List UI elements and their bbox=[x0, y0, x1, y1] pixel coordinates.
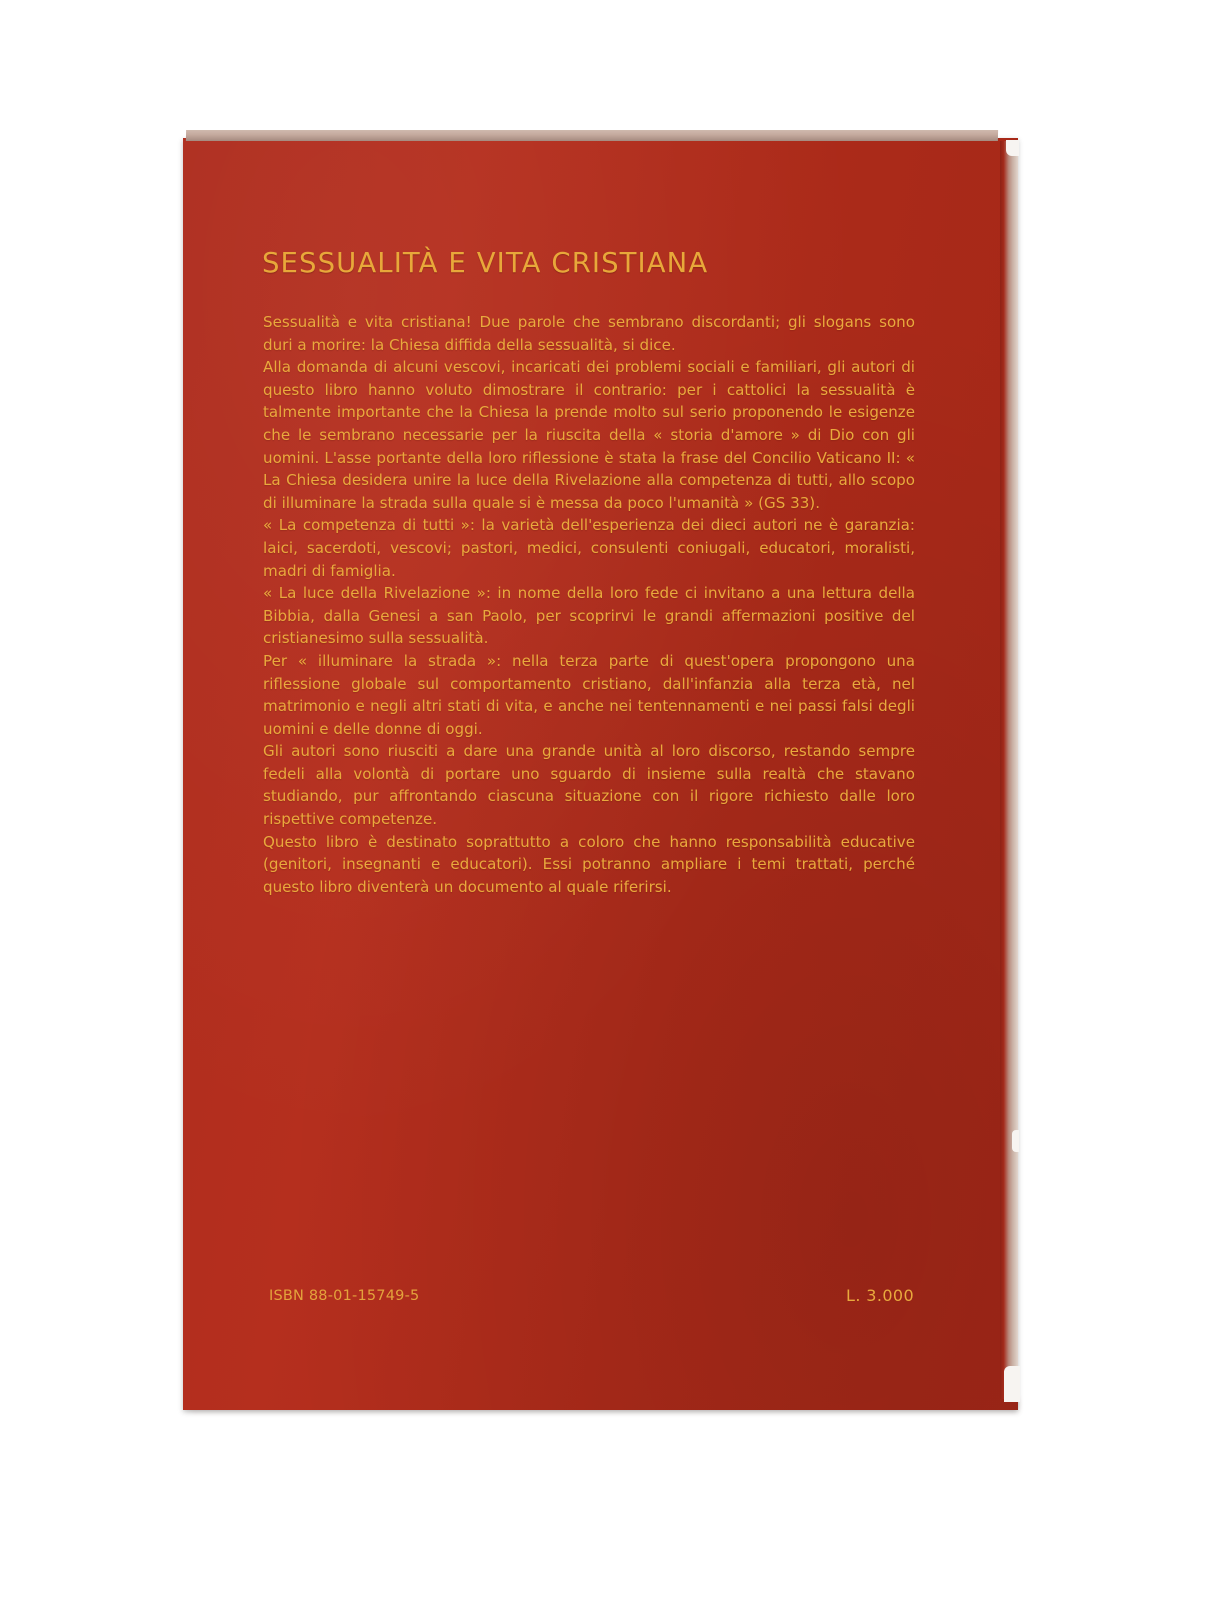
blurb-paragraph: Questo libro è destinato soprattutto a coloro che hanno responsabilità educative (genitori, insegnanti e educatori). Essi potranno ampliare i temi trattati, perché questo libro diventerà un documento al quale riferirsi. bbox=[263, 832, 915, 896]
page-edge-top bbox=[186, 130, 998, 141]
blurb-paragraph: « La competenza di tutti »: la varietà dell'esperienza dei dieci autori ne è garanzia: laici, sacerdoti, vescovi; pastori, medici, consulenti coniugali, educatori, moralisti, madri di famiglia. bbox=[263, 516, 915, 580]
isbn-label: ISBN 88-01-15749-5 bbox=[269, 1288, 420, 1304]
blurb-paragraph: Gli autori sono riusciti a dare una grande unità al loro discorso, restando sempre fedeli alla volontà di portare uno sguardo di insieme sulla realtà che stavano studiando, pur affrontando ciascuna situazione con il rigore richiesto dalle loro rispettive competenze. bbox=[263, 742, 915, 829]
cover-corner-notch bbox=[1006, 140, 1019, 156]
blurb-paragraph: Per « illuminare la strada »: nella terza parte di quest'opera propongono una riflessione globale sul comportamento cristiano, dall'infanzia alla terza età, nel matrimonio e negli altri stati di vita, e anche nei tentennamenti e nei passi falsi degli uomini e delle donne di oggi. bbox=[263, 651, 915, 738]
book-back-cover bbox=[183, 138, 1018, 1410]
back-cover-blurb bbox=[263, 311, 915, 898]
cover-bottom-notch bbox=[1004, 1366, 1020, 1402]
price-label: L. 3.000 bbox=[846, 1286, 915, 1305]
blurb-paragraph: « La luce della Rivelazione »: in nome della loro fede ci invitano a una lettura della Bibbia, dalla Genesi a san Paolo, per scoprirvi le grandi affermazioni positive del cristianesimo sulla sessualità. bbox=[263, 584, 915, 648]
back-cover-title: SESSUALITÀ E VITA CRISTIANA bbox=[262, 247, 709, 280]
cover-edge-notch bbox=[1012, 1130, 1019, 1152]
blurb-paragraph: Sessualità e vita cristiana! Due parole che sembrano discordanti; gli slogans sono duri a morire: la Chiesa diffida della sessualità, si dice. bbox=[263, 313, 915, 354]
page-edge-right bbox=[1000, 141, 1018, 1399]
blurb-paragraph: Alla domanda di alcuni vescovi, incaricati dei problemi sociali e familiari, gli autori di questo libro hanno voluto dimostrare il contrario: per i cattolici la sessualità è talmente importante che la Chiesa la prende molto sul serio proponendo le esigenze che le sembrano necessarie per la riuscita della « storia d'amore » di Dio con gli uomini. L'asse portante della loro riflessione è stata la frase del Concilio Vaticano II: « La Chiesa desidera unire la luce della Rivelazione alla competenza di tutti, allo scopo di illuminare la strada sulla quale si è messa da poco l'umanità » (GS 33). bbox=[263, 358, 915, 512]
